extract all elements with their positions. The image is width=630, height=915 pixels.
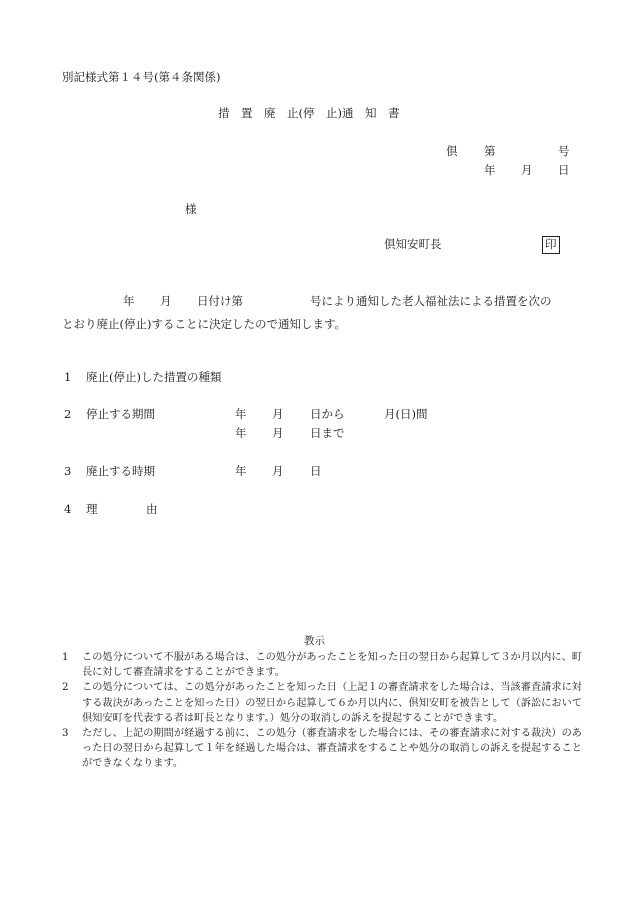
item2-number: 2 bbox=[64, 407, 72, 421]
notice-item bbox=[62, 680, 582, 726]
sender-name: 倶知安町長 bbox=[384, 237, 442, 251]
notice-item-number: 2 bbox=[62, 682, 69, 694]
date-year: 年 bbox=[484, 163, 496, 177]
item2b-year: 年 bbox=[235, 426, 247, 440]
item2-month: 月 bbox=[272, 407, 284, 421]
body-month: 月 bbox=[160, 294, 172, 308]
document-title: 措 置 廃 止(停 止)通 知 書 bbox=[218, 106, 400, 120]
item4-label-b: 由 bbox=[146, 502, 158, 516]
ref-dai: 第 bbox=[484, 144, 496, 158]
item4-number: 4 bbox=[64, 502, 72, 516]
notice-heading: 教示 bbox=[304, 635, 325, 647]
notice-item-number: 1 bbox=[62, 652, 69, 663]
date-day: 日 bbox=[558, 163, 570, 177]
body-dated: 日付け第 bbox=[197, 294, 243, 308]
item2b-until: 日まで bbox=[310, 426, 345, 440]
notice-item bbox=[62, 650, 582, 680]
addressee-suffix: 様 bbox=[185, 202, 197, 216]
item3-label: 廃止する時期 bbox=[86, 464, 155, 478]
notice-item-text: この処分について不服がある場合は、この処分があったことを知った日の翌日から起算して３か月以内に、町長に対して審査請求をすることができます。 bbox=[82, 652, 582, 679]
item1-number: 1 bbox=[64, 370, 72, 384]
ref-go: 号 bbox=[558, 144, 570, 158]
form-label: 別記様式第１４号(第４条関係) bbox=[62, 70, 221, 84]
item2-period: 月(日)間 bbox=[384, 407, 428, 421]
item4-label-a: 理 bbox=[86, 502, 98, 516]
date-month: 月 bbox=[521, 163, 533, 177]
seal-mark: 印 bbox=[542, 236, 560, 254]
body-line1-rest: 号により通知した老人福祉法による措置を次の bbox=[310, 294, 552, 308]
notice-item-text: ただし、上記の期間が経過する前に、この処分（審査請求をした場合には、その審査請求に対する裁決）のあった日の翌日から起算して１年を経過した場合は、審査請求をすることや処分の取消しの訴えを提起することができなくなります。 bbox=[82, 728, 582, 770]
notice-item-text: この処分については、この処分があったことを知った日（上記１の審査請求をした場合は、当該審査請求に対する裁決があったことを知った日）の翌日から起算して６か月以内に、倶知安町を被告として（訴訟において倶知安町を代表する者は町長となります。）処分の取消しの訴えを提起することができます。 bbox=[82, 682, 582, 724]
item3-number: 3 bbox=[64, 464, 72, 478]
item3-day: 日 bbox=[310, 464, 322, 478]
item2b-month: 月 bbox=[272, 426, 284, 440]
ref-kutchan: 倶 bbox=[446, 144, 458, 158]
item2-label: 停止する期間 bbox=[86, 407, 155, 421]
item1-label: 廃止(停止)した措置の種類 bbox=[86, 370, 222, 384]
body-line2: とおり廃止(停止)することに決定したので通知します。 bbox=[62, 317, 347, 331]
notice-item-number: 3 bbox=[62, 728, 69, 740]
body-year: 年 bbox=[123, 294, 135, 308]
notice-item bbox=[62, 726, 582, 772]
item2-from: 日から bbox=[310, 407, 345, 421]
notice-list bbox=[62, 650, 582, 772]
item3-month: 月 bbox=[272, 464, 284, 478]
item2-year: 年 bbox=[235, 407, 247, 421]
item3-year: 年 bbox=[235, 464, 247, 478]
